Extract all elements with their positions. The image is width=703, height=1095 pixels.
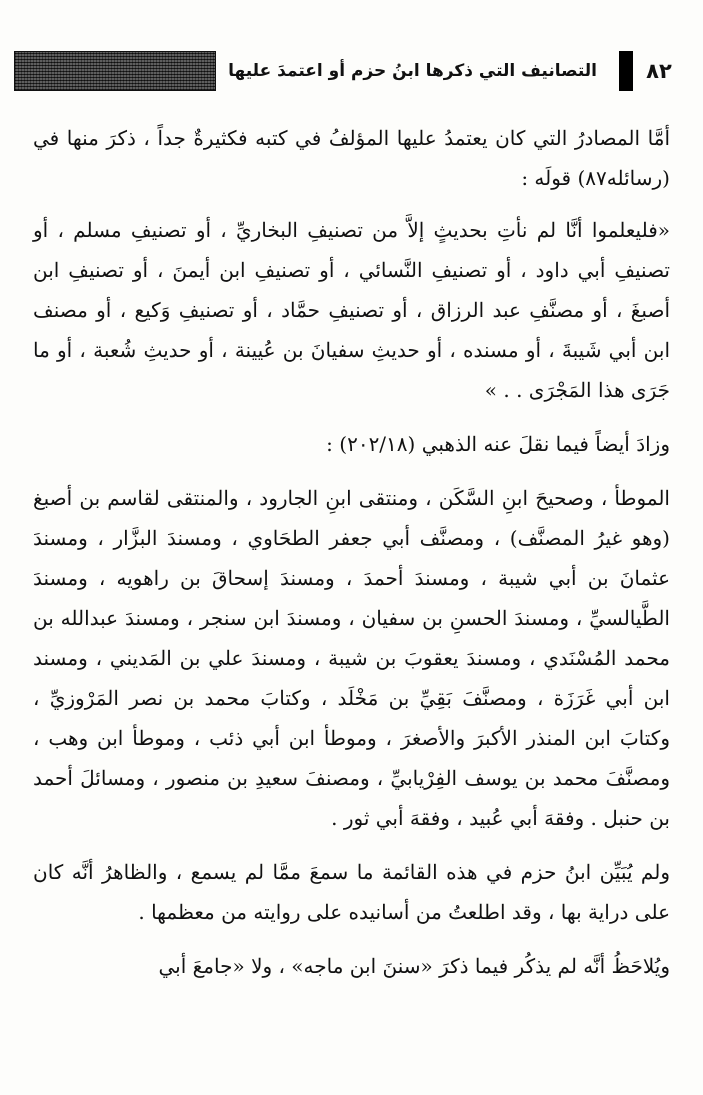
page-content <box>33 118 670 1000</box>
paragraph-addition: وزادَ أيضاً فيما نقلَ عنه الذهبي (٢٠٢/١٨) : <box>326 432 670 456</box>
page-header <box>14 50 685 92</box>
header-pattern <box>14 51 216 91</box>
quote-paragraph: «فليعلموا أنَّا لم نأتِ بحديثٍ إلاَّ من تصنيفِ البخاريِّ ، أو تصنيفِ مسلم ، أو تصنيفِ أبي داود ، أو تصنيفِ النَّسائي ، أو تصنيفِ ابن أيمنَ ، أو تصنيفِ ابن أصبغَ ، أو مصنَّفِ عبد الرزاق ، أو تصنيفِ حمَّاد ، أو تصنيفِ وَكيع ، أو مصنف ابن أبي شَيبةَ ، أو مسنده ، أو حديثِ سفيانَ بن عُيينة ، أو حديثِ شُعبة ، أو ما جَرَى هذا المَجْرَى . . » <box>33 218 670 402</box>
sources-list-paragraph: الموطأ ، وصحيحَ ابنِ السَّكَن ، ومنتقى ابنِ الجارود ، والمنتقى لقاسم بن أصبغ (وهو غيرُ المصنَّف) ، ومصنَّف أبي جعفر الطحَاوي ، ومسندَ البزَّار ، ومسندَ عثمانَ بن أبي شيبة ، ومسندَ أحمدَ ، ومسندَ إسحاقَ بن راهويه ، ومسندَ الطَّيالسيِّ ، ومسندَ الحسنِ بن سفيان ، ومسندَ ابن سنجر ، ومسندَ عبدالله بن محمد المُسْنَدي ، ومسندَ يعقوبَ بن شيبة ، ومسندَ علي بن المَديني ، ومسند ابن أبي غَرَزَة ، ومصنَّفَ بَقِيِّ بن مَخْلَد ، وكتابَ محمد بن نصر المَرْوزيِّ ، وكتابَ ابن المنذر الأكبرَ والأصغرَ ، وموطأ ابن أبي ذئب ، وموطأ ابن وهب ، ومصنَّفَ محمد بن يوسف الفِرْيابيِّ ، ومصنفَ سعيدِ بن منصور ، ومسائلَ أحمد بن حنبل . وفقهَ أبي عُبيد ، وفقهَ أبي ثور . <box>33 486 671 830</box>
paragraph-intro: أمَّا المصادرُ التي كان يعتمدُ عليها المؤلفُ في كتبه فكثيرةٌ جداً ، ذكرَ منها في (رسائله٨٧) قولَه : <box>33 126 670 190</box>
header-black-block <box>619 51 633 91</box>
paragraph-note: ويُلاحَظُ أنَّه لم يذكُر فيما ذكرَ «سننَ ابن ماجه» ، ولا «جامعَ أبي <box>158 954 670 978</box>
header-title: التصانيف التي ذكرها ابنُ حزم أو اعتمدَ عليها <box>228 61 597 81</box>
paragraph-observation: ولم يُبَيِّن ابنُ حزم في هذه القائمة ما سمعَ ممَّا لم يسمع ، والظاهرُ أنَّه كان على دراية بها ، وقد اطلعتُ من أسانيده على روايته من معظمها . <box>33 860 670 924</box>
page-number: ٨٢ <box>646 59 672 83</box>
